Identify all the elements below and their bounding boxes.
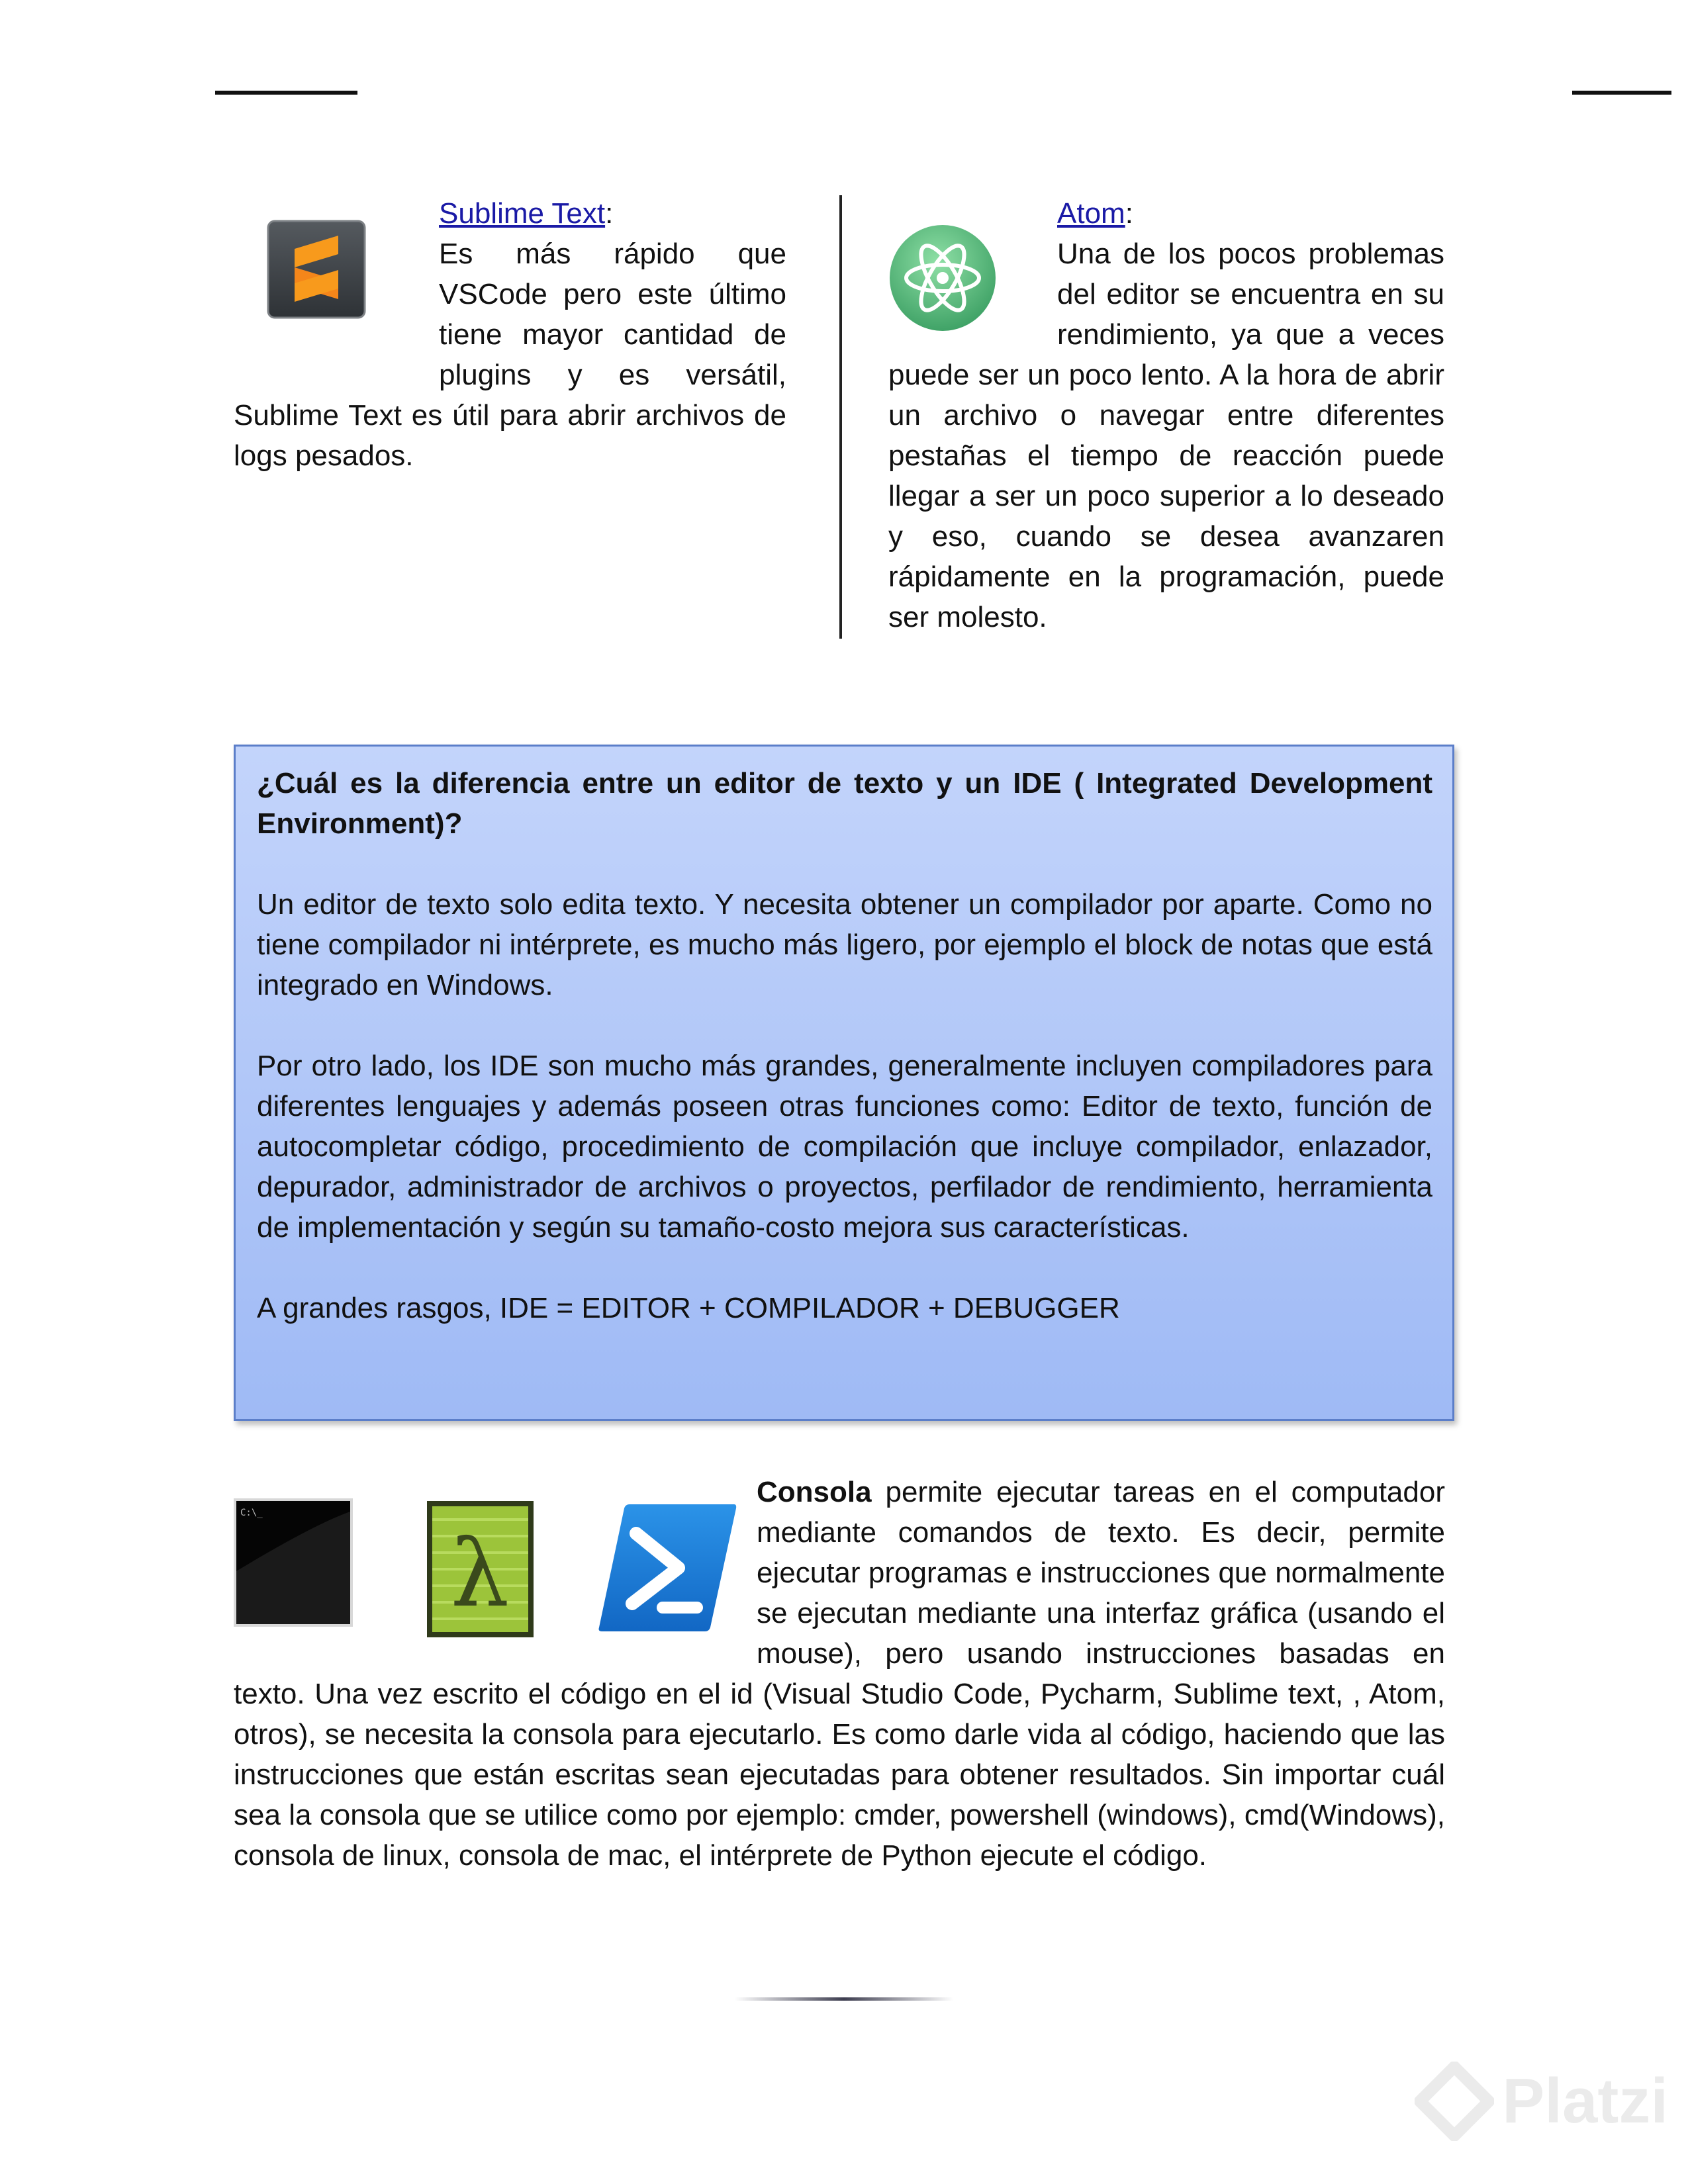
header-rule-left bbox=[215, 91, 357, 95]
consola-term: Consola bbox=[757, 1476, 872, 1508]
powershell-icon bbox=[598, 1502, 737, 1634]
atom-icon bbox=[888, 193, 1057, 352]
sublime-section bbox=[234, 193, 786, 476]
sublime-colon: : bbox=[605, 197, 614, 230]
header-rule-right bbox=[1572, 91, 1671, 95]
ide-paragraph-ide: Por otro lado, los IDE son mucho más grandes, generalmente incluyen compiladores para diferentes lenguajes y además poseen otras funciones como: Editor de texto, función de autocompletar código, procedimiento de compilación que incluye compilador, enlazador, depurador, administrador de archivos o proyectos, perfilador de rendimiento, herramienta de implementación y según su tamaño-costo mejora sus características. bbox=[257, 1050, 1432, 1244]
platzi-watermark bbox=[1415, 2062, 1668, 2141]
atom-section bbox=[888, 193, 1444, 637]
consola-description: permite ejecutar tareas en el computador mediante comandos de texto. Es decir, permite ejecutar programas e instrucciones que normalmente se ejecutan mediante una interfaz gráfica (usando el mouse), pero usando instrucciones basadas en texto. Una vez escrito el código en el id (Visual Studio Code, Pycharm, Sublime text, , Atom, otros), se necesita la consola para ejecutarlo. Es como darle vida al código, haciendo que las instrucciones que están escritas sean ejecutadas para obtener resultados. Sin importar cuál sea la consola que se utilice como por ejemplo: cmder, powershell (windows), cmd(Windows), consola de linux, consola de mac, el intérprete de Python ejecute el código. bbox=[234, 1476, 1445, 1872]
platzi-logo-icon bbox=[1415, 2062, 1494, 2141]
ide-question-heading: ¿Cuál es la diferencia entre un editor de texto y un IDE ( Integrated Development Environment)? bbox=[257, 767, 1432, 840]
sublime-text-link[interactable]: Sublime Text bbox=[439, 197, 606, 230]
cmder-lambda-icon bbox=[426, 1500, 535, 1639]
sublime-description: Es más rápido que VSCode pero este último tiene mayor cantidad de plugins y es versátil, Sublime Text es útil para abrir archivos de logs pesados. bbox=[234, 238, 786, 472]
consola-section bbox=[234, 1472, 1445, 1876]
atom-description: Una de los pocos problemas del editor se encuentra en su rendimiento, ya que a veces puede ser un poco lento. A la hora de abrir un archivo o navegar entre diferentes pestañas el tiempo de reacción puede llegar a ser un poco superior a lo deseado y eso, cuando se desea avanzaren rápidamente en la programación, puede ser molesto. bbox=[888, 238, 1444, 633]
ide-summary: A grandes rasgos, IDE = EDITOR + COMPILADOR + DEBUGGER bbox=[257, 1292, 1120, 1324]
ide-info-box bbox=[234, 745, 1454, 1421]
lambda-glyph: λ bbox=[450, 1520, 510, 1628]
footer-ornament-line bbox=[735, 1997, 953, 2001]
cmd-prompt-icon bbox=[234, 1498, 353, 1627]
atom-colon: : bbox=[1125, 197, 1133, 230]
ide-paragraph-editor: Un editor de texto solo edita texto. Y necesita obtener un compilador por aparte. Como no tiene compilador ni intérprete, es mucho más ligero, por ejemplo el block de notas que está integrado en Windows. bbox=[257, 888, 1432, 1001]
cmd-prompt-text: C:\_ bbox=[240, 1508, 263, 1518]
column-divider bbox=[839, 195, 842, 639]
sublime-text-icon bbox=[234, 193, 439, 392]
console-icons-group bbox=[234, 1472, 757, 1651]
atom-link[interactable]: Atom bbox=[1057, 197, 1125, 230]
watermark-text: Platzi bbox=[1502, 2066, 1668, 2136]
